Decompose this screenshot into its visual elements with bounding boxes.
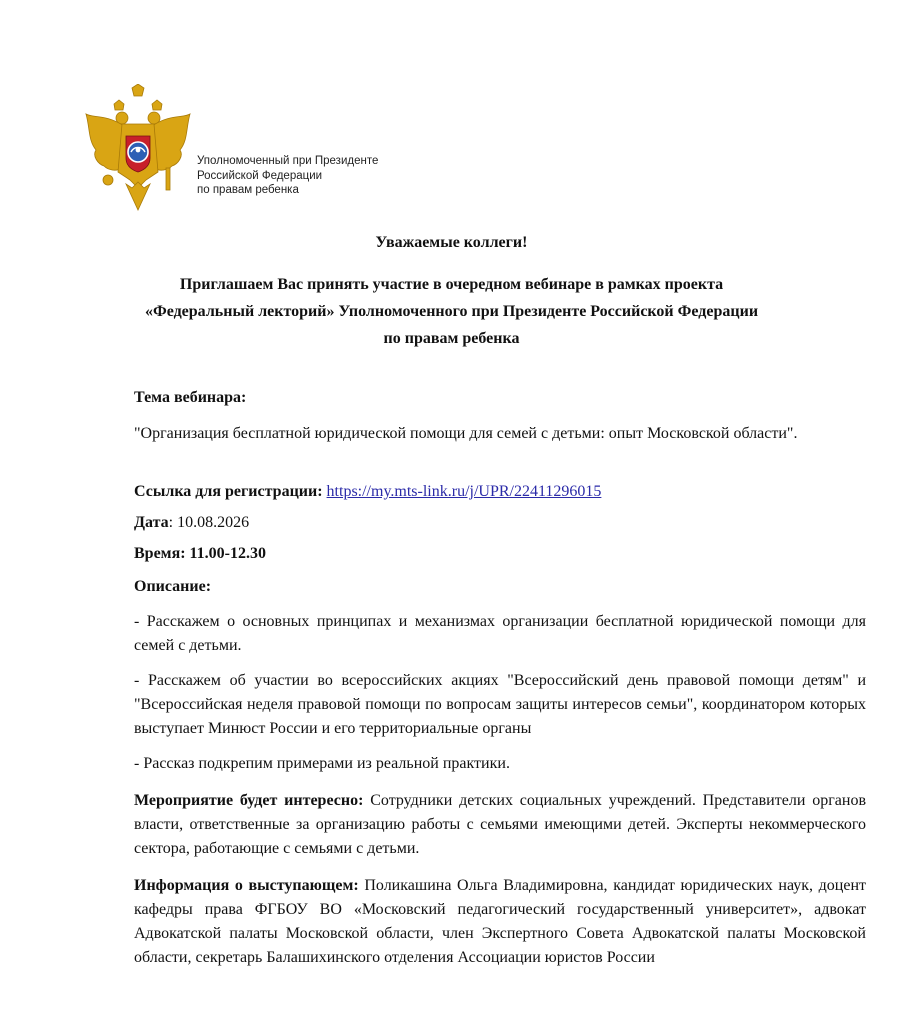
audience-label: Мероприятие будет интересно: xyxy=(134,792,364,809)
topic-text: "Организация бесплатной юридической помощи для семей с детьми: опыт Московской области". xyxy=(134,425,798,442)
registration-row xyxy=(134,480,866,504)
date-label: Дата xyxy=(134,514,169,531)
org-line-1: Уполномоченный при Президенте xyxy=(197,155,379,167)
description-label-text: Описание: xyxy=(134,578,212,595)
greeting: Уважаемые коллеги! xyxy=(375,234,528,251)
date-row xyxy=(134,511,866,535)
double-headed-eagle-icon xyxy=(84,84,192,214)
invitation-line-3: по правам ребенка xyxy=(383,330,520,347)
org-line-3: по правам ребенка xyxy=(197,184,299,196)
invitation-line-1: Приглашаем Вас принять участие в очередном вебинаре в рамках проекта xyxy=(179,276,724,293)
audience-text: Сотрудники детских социальных учреждений. Представители органов власти, ответственные за организацию работы с семьями имеющими детей. Эксперты некоммерческого сектора, работающие с семьями с детьми. xyxy=(134,792,866,857)
description-item-2: - Расскажем об участии во всероссийских акциях "Всероссийский день правовой помощи детям" и "Всероссийская неделя правовой помощи по вопросам защиты интересов семьи", координатором которых выступает Минюст России и его территориальные органы xyxy=(134,672,866,737)
description-item-3: - Рассказ подкрепим примерами из реальной практики. xyxy=(134,755,510,772)
description-item-1: - Расскажем о основных принципах и механизмах организации бесплатной юридической помощи для семей с детьми. xyxy=(134,613,866,654)
registration-label: Ссылка для регистрации: xyxy=(134,483,323,500)
date-value: : 10.08.2026 xyxy=(168,514,250,531)
description-label xyxy=(134,575,866,599)
time-label: Время: 11.00-12.30 xyxy=(134,545,266,562)
time-row xyxy=(134,542,866,566)
speaker-label: Информация о выступающем: xyxy=(134,877,359,894)
speaker-text: Поликашина Ольга Владимировна, кандидат юридических наук, доцент кафедры права ФГБОУ ВО «Московский педагогический государственный университет», адвокат Адвокатской палаты Московской области, член Экспертного Совета Адвокатской палаты Московской области, секретарь Балашихинского отделения Ассоциации юристов России xyxy=(134,877,867,966)
invitation xyxy=(0,271,903,352)
organization-name xyxy=(197,154,378,198)
invitation-line-2: «Федеральный лекторий» Уполномоченного при Президенте Российской Федерации xyxy=(144,303,759,320)
topic-label xyxy=(134,386,866,410)
audience-paragraph xyxy=(134,789,866,861)
org-line-2: Российской Федерации xyxy=(197,169,323,182)
registration-link[interactable]: https://my.mts-link.ru/j/UPR/22411296015 xyxy=(326,483,602,500)
topic-label-text: Тема вебинара: xyxy=(134,389,247,406)
speaker-paragraph xyxy=(134,874,866,970)
